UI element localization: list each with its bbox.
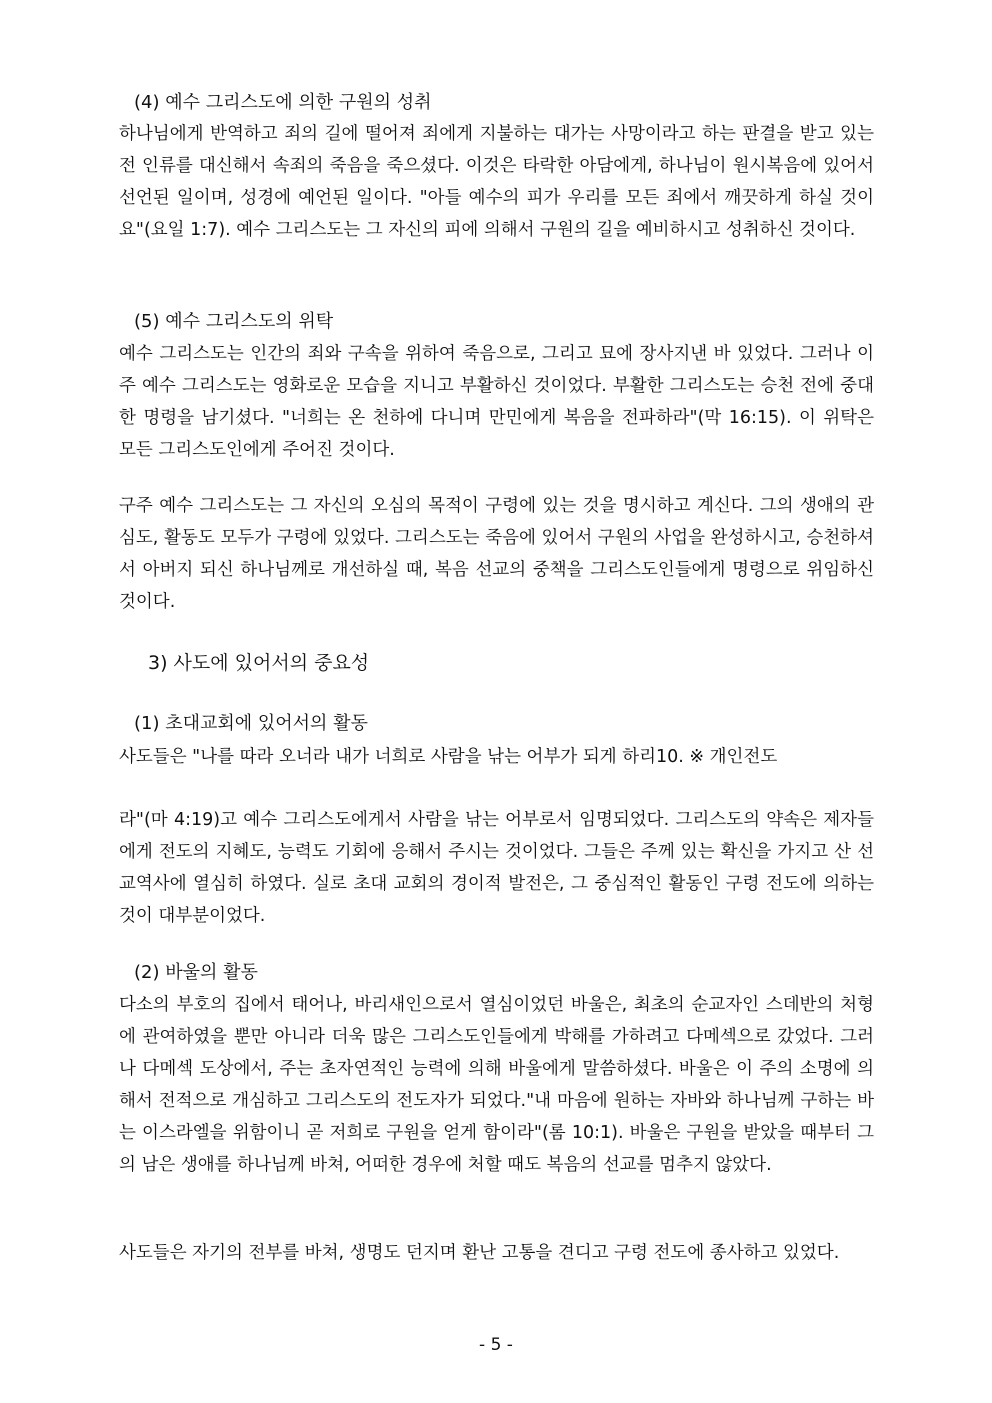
paragraph-commission-1: 예수 그리스도는 인간의 죄와 구속을 위하여 죽음으로, 그리고 묘에 장사지낸 바 있었다. 그러나 이 주 예수 그리스도는 영화로운 모습을 지니고 부활하신 것이었다. 부활한 그리스도는 승천 전에 중대한 명령을 남기셨다. "너희는 온 천하에 다니며 만민에게 복음을 전파하라"(막 16:15). 이 위탁은 모든 그리스도인에게 주어진 것이다.: [119, 344, 874, 460]
paragraph-salvation: 하나님에게 반역하고 죄의 길에 떨어져 죄에게 지불하는 대가는 사망이라고 하는 판결을 받고 있는 전 인류를 대신해서 속죄의 죽음을 죽으셨다. 이것은 타락한 아담에게, 하나님이 원시복음에 있어서 선언된 일이며, 성경에 예언된 일이다. "아들 예수의 피가 우리를 모든 죄에서 깨끗하게 하실 것이요"(요일 1:7). 예수 그리스도는 그 자신의 피에 의해서 구원의 길을 예비하시고 성취하신 것이다.: [119, 124, 874, 240]
paragraph-commission-2: 구주 예수 그리스도는 그 자신의 오심의 목적이 구령에 있는 것을 명시하고 계신다. 그의 생애의 관심도, 활동도 모두가 구령에 있었다. 그리스도는 죽음에 있어서 구원의 사업을 완성하시고, 승천하셔서 아버지 되신 하나님께로 개선하실 때, 복음 선교의 중책을 그리스도인들에게 명령으로 위임하신 것이다.: [119, 496, 874, 612]
section-heading-2: (2) 바울의 활동: [134, 962, 258, 983]
paragraph-early-church-1: 사도들은 "나를 따라 오너라 내가 너희로 사람을 낚는 어부가 되게 하리10. ※ 개인전도: [119, 747, 778, 767]
paragraph-paul-1: 다소의 부호의 집에서 태어나, 바리새인으로서 열심이었던 바울은, 최초의 순교자인 스데반의 처형에 관여하였을 뿐만 아니라 더욱 많은 그리스도인들에게 박해를 가하려고 다메섹으로 갔었다. 그러나 다메섹 도상에서, 주는 초자연적인 능력에 의해 바울에게 말씀하셨다. 바울은 이 주의 소명에 의해서 전적으로 개심하고 그리스도의 전도자가 되었다."내 마음에 원하는 자바와 하나님께 구하는 바는 이스라엘을 위함이니 곧 저희로 구원을 얻게 함이라"(롬 10:1). 바울은 구원을 받았을 때부터 그의 남은 생애를 하나님께 바쳐, 어떠한 경우에 처할 때도 복음의 선교를 멈추지 않았다.: [119, 995, 874, 1175]
paragraph-early-church-2: 라"(마 4:19)고 예수 그리스도에게서 사람을 낚는 어부로서 임명되었다. 그리스도의 약속은 제자들에게 전도의 지혜도, 능력도 기회에 응해서 주시는 것이었다. 그들은 주께 있는 확신을 가지고 산 선교역사에 열심히 하였다. 실로 초대 교회의 경이적 발전은, 그 중심적인 활동인 구령 전도에 의하는 것이 대부분이었다.: [119, 810, 874, 926]
section-heading-3: 3) 사도에 있어서의 중요성: [148, 652, 370, 674]
page-number: - 5 -: [479, 1335, 513, 1355]
section-heading-1: (1) 초대교회에 있어서의 활동: [134, 713, 368, 734]
section-heading-4: (4) 예수 그리스도에 의한 구원의 성취: [134, 92, 432, 113]
paragraph-paul-2: 사도들은 자기의 전부를 바쳐, 생명도 던지며 환난 고통을 견디고 구령 전도에 종사하고 있었다.: [119, 1243, 840, 1263]
section-heading-5: (5) 예수 그리스도의 위탁: [134, 311, 334, 332]
